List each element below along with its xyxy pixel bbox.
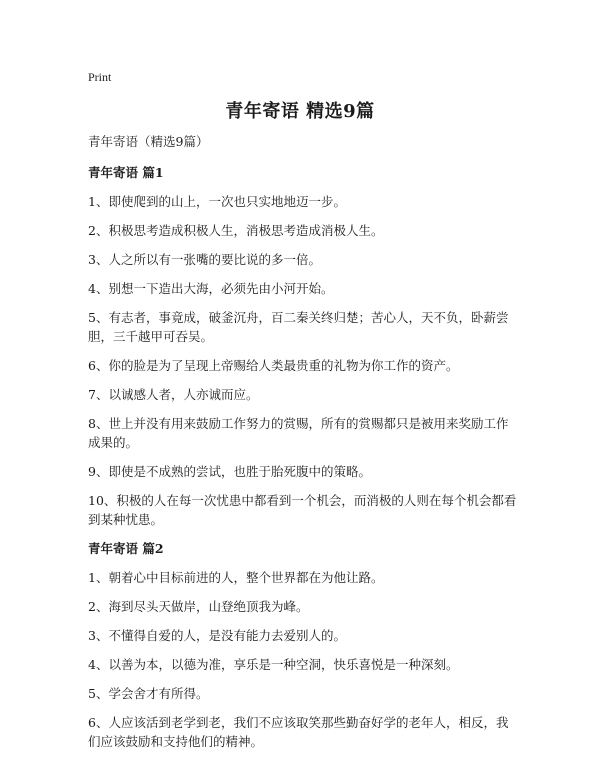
list-item: 3、人之所以有一张嘴的要比说的多一倍。: [88, 252, 321, 267]
section-2: [88, 539, 518, 751]
section-1: [88, 163, 518, 529]
list-item: 2、海到尽头天做岸，山登绝顶我为峰。: [88, 599, 309, 614]
document-body: [88, 132, 518, 761]
list-item: 1、朝着心中目标前进的人，整个世界都在为他让路。: [88, 570, 384, 585]
page-title: 青年寄语 精选9篇: [225, 101, 375, 122]
list-item: 2、积极思考造成积极人生，消极思考造成消极人生。: [88, 223, 384, 238]
list-item: 10、积极的人在每一次忧患中都看到一个机会，而消极的人则在每个机会都看到某种忧患。: [88, 493, 517, 527]
list-item: 9、即使是不成熟的尝试，也胜于胎死腹中的策略。: [88, 464, 371, 479]
list-item: 7、以诚感人者，人亦诚而应。: [88, 387, 259, 402]
section-heading: 青年寄语 篇1: [88, 165, 164, 180]
list-item: 3、不懂得自爱的人，是没有能力去爱别人的。: [88, 628, 346, 643]
document-subtitle: 青年寄语（精选9篇）: [88, 134, 209, 149]
print-link[interactable]: Print: [88, 70, 112, 84]
list-item: 8、世上并没有用来鼓励工作努力的赏赐，所有的赏赐都只是被用来奖励工作成果的。: [88, 416, 509, 450]
list-item: 6、人应该活到老学到老，我们不应该取笑那些勤奋好学的老年人，相反，我们应该鼓励和支持他们的精神。: [88, 715, 509, 749]
list-item: 5、学会舍才有所得。: [88, 686, 209, 701]
section-heading: 青年寄语 篇2: [88, 541, 164, 556]
list-item: 4、别想一下造出大海，必须先由小河开始。: [88, 281, 334, 296]
list-item: 5、有志者，事竟成，破釜沉舟，百二秦关终归楚；苦心人，天不负，卧薪尝胆，三千越甲可吞吴。: [88, 310, 509, 344]
list-item: 6、你的脸是为了呈现上帝赐给人类最贵重的礼物为你工作的资产。: [88, 358, 459, 373]
list-item: 4、以善为本，以德为准，享乐是一种空洞，快乐喜悦是一种深刻。: [88, 657, 459, 672]
list-item: 1、即使爬到的山上，一次也只实地地迈一步。: [88, 194, 346, 209]
